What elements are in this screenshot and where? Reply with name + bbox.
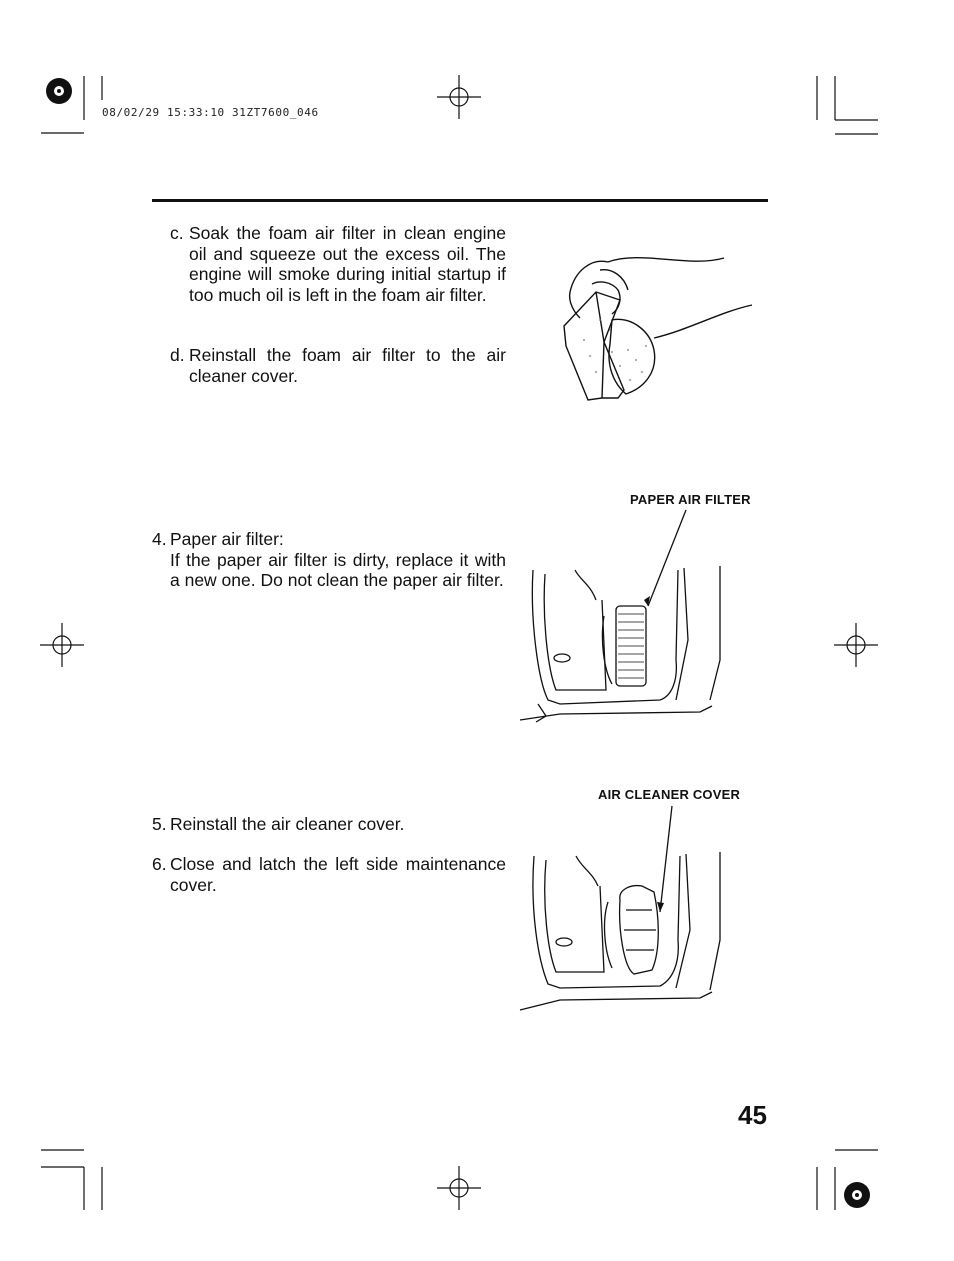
step-marker: d.	[170, 345, 185, 365]
step-title: Paper air filter:	[170, 529, 284, 549]
step-marker: 5.	[152, 814, 167, 834]
page-number: 45	[738, 1100, 767, 1130]
step-body	[170, 529, 506, 591]
step-text: If the paper air filter is dirty, replace it with a new one. Do not clean the paper air filter.	[170, 549, 506, 590]
header-rule	[152, 199, 768, 202]
step-text: Reinstall the air cleaner cover.	[170, 814, 405, 834]
step-c	[170, 223, 506, 333]
callout-air-cleaner-cover: AIR CLEANER COVER	[598, 787, 741, 802]
step-marker: c.	[170, 223, 184, 243]
step-d	[170, 345, 506, 395]
step-4	[152, 529, 506, 619]
print-slug: 08/02/29 15:33:10 31ZT7600_046	[102, 106, 319, 119]
step-marker: 4.	[152, 529, 167, 549]
step-text: Close and latch the left side maintenance cover.	[170, 854, 506, 895]
step-text: Soak the foam air filter in clean engine oil and squeeze out the excess oil. The engine will smoke during initial startup if too much oil is left in the foam air filter.	[189, 223, 506, 305]
step-6	[152, 854, 506, 900]
step-text: Reinstall the foam air filter to the air cleaner cover.	[189, 345, 506, 386]
step-5	[152, 814, 506, 838]
step-marker: 6.	[152, 854, 167, 874]
callout-paper-air-filter: PAPER AIR FILTER	[630, 492, 751, 507]
